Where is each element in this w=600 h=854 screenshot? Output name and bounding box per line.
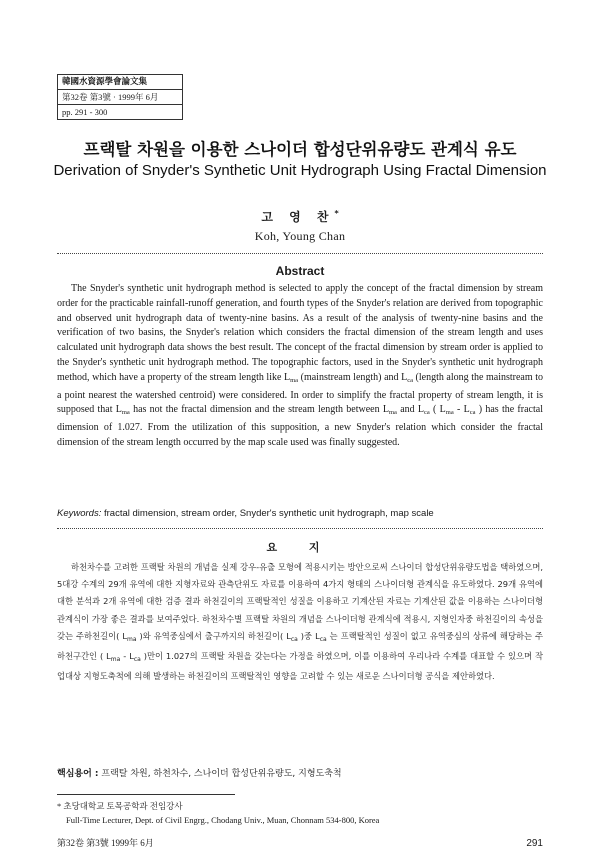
symbol-L-ma: $L_{ma}$ bbox=[284, 371, 299, 384]
symbol-L-ca: $L_{ca}$ bbox=[417, 404, 430, 417]
symbol-L-ca: $L_{ca}$ bbox=[401, 371, 413, 384]
author-mark: * bbox=[334, 209, 339, 218]
symbol-L-ma: $L_{ma}$ bbox=[439, 404, 454, 417]
title-korean: 프랙탈 차원을 이용한 스나이더 합성단위유량도 관계식 유도 bbox=[83, 140, 517, 159]
footnote-rule bbox=[57, 794, 235, 795]
korean-abstract-heading: 요 지 bbox=[266, 541, 334, 554]
author-korean-name: 고 영 찬 bbox=[261, 210, 335, 224]
keywords bbox=[57, 508, 543, 519]
korean-keywords bbox=[57, 766, 543, 779]
keywords-text: fractal dimension, stream order, Snyder's synthetic unit hydrograph, map scale bbox=[101, 508, 434, 519]
symbol-L-ca: $L_{ca}$ bbox=[286, 630, 298, 643]
symbol-L-ma: $L_{ma}$ bbox=[106, 651, 121, 664]
symbol-L-ca: $L_{ca}$ bbox=[463, 404, 476, 417]
abstract-body: The Snyder's synthetic unit hydrograph method is selected to apply the concept of the fractal dimension by stream order for the practicable rainfall-runoff generation, and fourth types of the Snyder's relation are derived from topographic and observed unit hydrograph data of twenty-nine basins. As a result of the analysis of twenty-nine basins and the verification of two basins, the Snyder's relation which considers the fractal dimension of the stream length and uses calculated unit hydrograph data shows the best result. The concept of the fractal dimension by stream order is applied to the Snyder's synthetic unit hydrograph method. The topographic factors, used in the Snyder's synthetic unit hydrograph method, which have a property of the stream length like $L_{ma}$ (mainstream length) and $L_{ca}$ (length along the mainstream to a point nearest the watershed centroid) were considered. In order to simplify the fractal property of stream length, it is supposed that $L_{ma}$ has not the fractal dimension and the stream length between $L_{ma}$ and $L_{ca}$ ( $L_{ma} - L_{ca}$ ) has the fractal dimension of 1.027. From the utilization of this supposition, a new Snyder's relation which consider the fractal dimension of the stream length occurred by the map scale used was finally suggested. bbox=[57, 283, 543, 448]
page-number: 291 bbox=[526, 838, 543, 849]
separator-dotted-top bbox=[57, 253, 543, 254]
symbol-L-ca: $L_{ca}$ bbox=[315, 630, 327, 643]
author-korean bbox=[0, 208, 600, 225]
journal-pages: pp. 291 - 300 bbox=[62, 107, 108, 117]
symbol-L-ma: $L_{ma}$ bbox=[382, 404, 397, 417]
footnote-affiliation-korean: * 초당대학교 토목공학과 전임강사 bbox=[57, 801, 183, 811]
journal-volume: 第32卷 第3號 · 1999年 6月 bbox=[58, 90, 182, 105]
symbol-L-ma: $L_{ma}$ bbox=[122, 630, 137, 643]
korean-abstract-body: 하천차수를 고려한 프랙탈 차원의 개념을 실제 강우-유출 모형에 적용시키는 방안으로써 스나이더 합성단위유량도법을 택하였으며, 5대강 수계의 29개 유역에 대한 지형자료와 관측단위도 자료를 이용하여 4가지 형태의 스나이더형 관계식을 유도하였다. 29개 유역에 대한 분석과 2개 유역에 대한 검증 결과 하천길이의 프랙탈적인 성질을 이용하고 기계산된 자료는 기계산된 값을 이용하는 스나이더형 관계식이 가장 좋은 결과를 보여주었다. 하천차수별 프랙탈 차원의 개념을 스나이더형 관계식에 적용시, 지형인자중 하천길이의 속성을 갖는 주하천길이( $L_{ma}$ )와 유역중심에서 출구까지의 하천길이( $L_{ca}$ )중 $L_{ca}$ 는 프랙탈적인 성질이 없고 유역중심의 상류에 해당하는 주하천구간인 ( $L_{ma} - L_{ca}$ )만이 1.027의 프랙탈 차원을 갖는다는 가정을 하였으며, 이를 이용하여 우리나라 수계를 대표할 수 있으며 작업대상 지형도축척에 의해 발생하는 하천길이의 프랙탈적인 영향을 고려할 수 있는 새로운 스나이더형 공식을 제안하였다. bbox=[57, 562, 543, 682]
keywords-label: Keywords: bbox=[57, 508, 102, 519]
korean-keywords-text: 프랙탈 차원, 하천차수, 스나이더 합성단위유량도, 지형도축척 bbox=[98, 769, 342, 779]
korean-keywords-label: 핵심용어 : bbox=[57, 769, 99, 779]
journal-info-box bbox=[57, 74, 183, 120]
page-footer bbox=[57, 836, 543, 849]
footnote bbox=[57, 799, 543, 827]
abstract-heading: Abstract bbox=[275, 264, 325, 278]
journal-name: 韓國水資源學會論文集 bbox=[58, 75, 182, 90]
separator-dotted-middle bbox=[57, 528, 543, 529]
symbol-L-ma: $L_{ma}$ bbox=[115, 404, 130, 417]
footer-issue: 第32卷 第3號 1999年 6月 bbox=[57, 838, 154, 848]
title-english: Derivation of Snyder's Synthetic Unit Hydrograph Using Fractal Dimension bbox=[53, 162, 547, 179]
footnote-affiliation-english: Full-Time Lecturer, Dept. of Civil Engrg., Chodang Univ., Muan, Chonnam 534-800, Korea bbox=[66, 815, 380, 825]
author-english: Koh, Young Chan bbox=[254, 229, 346, 243]
symbol-L-ca: $L_{ca}$ bbox=[129, 651, 141, 664]
